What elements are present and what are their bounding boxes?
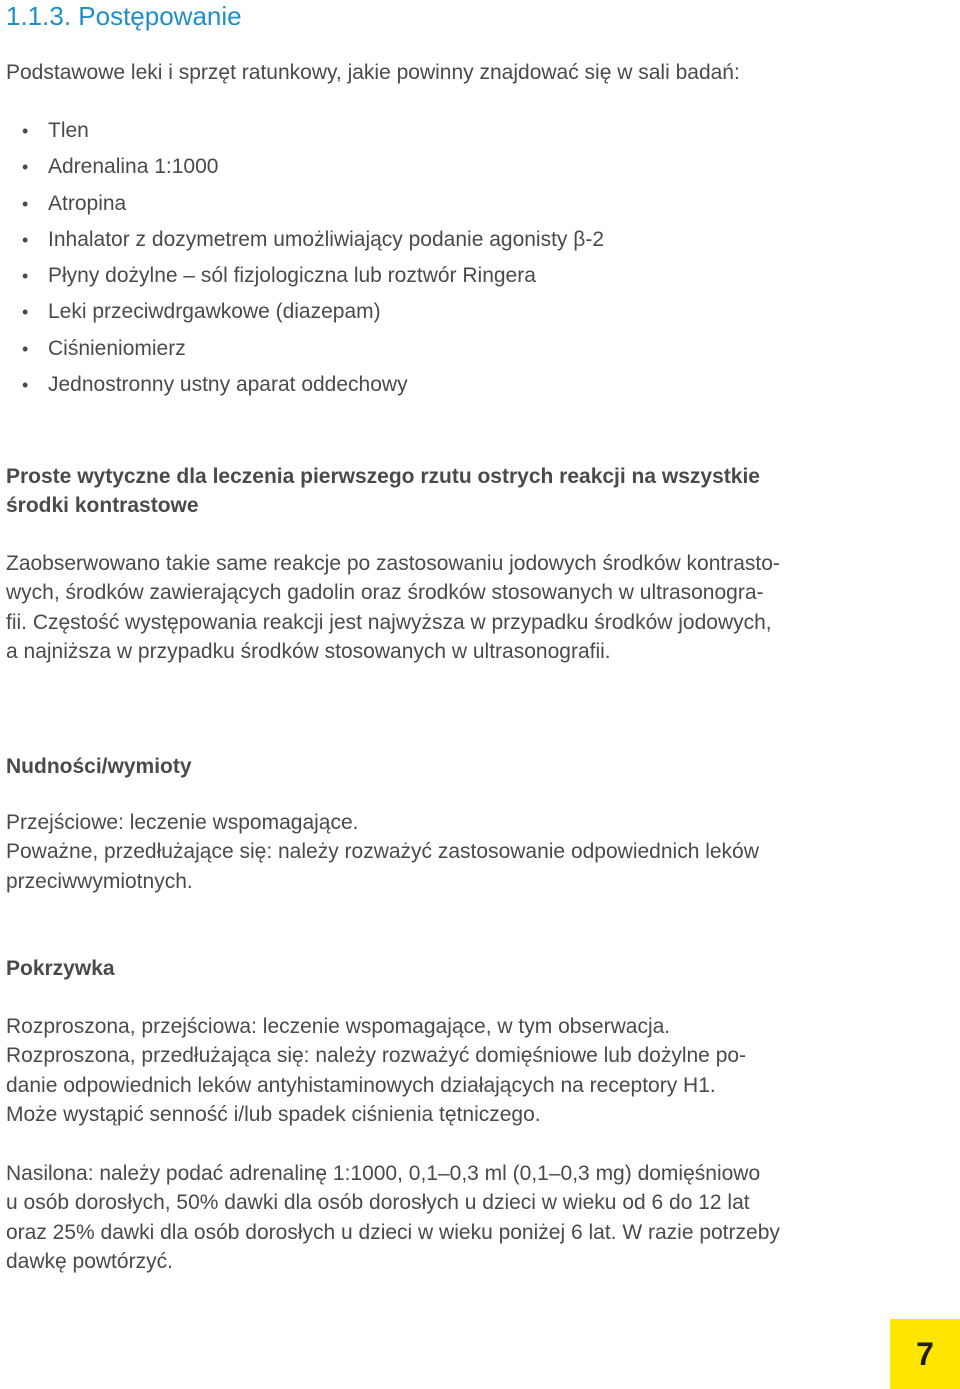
- bullet-icon: •: [22, 375, 29, 396]
- list-item: • Ciśnieniomierz: [6, 334, 604, 370]
- bullet-icon: •: [22, 121, 29, 141]
- list-item: • Inhalator z dozymetrem umożliwiający podanie agonisty β-2: [6, 225, 604, 261]
- list-item: • Jednostronny ustny aparat oddechowy: [6, 370, 604, 406]
- bullet-icon: •: [22, 266, 29, 287]
- list-item: • Tlen: [6, 116, 604, 152]
- bullet-icon: •: [22, 338, 29, 359]
- list-item: • Atropina: [6, 189, 604, 225]
- list-item: • Płyny dożylne – sól fizjologiczna lub roztwór Ringera: [6, 261, 604, 297]
- page-number-badge: 7: [890, 1319, 960, 1389]
- bullet-icon: •: [22, 302, 29, 323]
- intro-text: Podstawowe leki i sprzęt ratunkowy, jakie powinny znajdować się w sali badań:: [6, 61, 740, 84]
- bullet-icon: •: [22, 157, 29, 178]
- list-item: • Adrenalina 1:1000: [6, 152, 604, 188]
- bullet-icon: •: [22, 229, 29, 250]
- nausea-heading: Nudności/wymioty: [6, 755, 192, 778]
- equipment-list: [6, 116, 604, 406]
- urticaria-heading: Pokrzywka: [6, 957, 115, 980]
- urticaria-severe-body: Nasilona: należy podać adrenalinę 1:1000, 0,1–0,3 ml (0,1–0,3 mg) domięśniowo u osób dorosłych, 50% dawki dla osób dorosłych u dzieci w wieku od 6 do 12 lat oraz 25% dawki dla osób dorosłych u dzieci w wieku poniżej 6 lat. W razie potrzeby dawkę powtórzyć.: [6, 1162, 780, 1273]
- guidelines-body: Zaobserwowano takie same reakcje po zastosowaniu jodowych środków kontrasto- wych, środków zawierających gadolin oraz środków stosowanych w ultrasonogra- fii. Częstość występowania reakcji jest najwyższa w przypadku środków jodowych, a najniższa w przypadku środków stosowanych w ultrasonografii.: [6, 552, 780, 663]
- guidelines-heading: Proste wytyczne dla leczenia pierwszego rzutu ostrych reakcji na wszystkie środki kontrastowe: [6, 465, 760, 517]
- list-item: • Leki przeciwdrgawkowe (diazepam): [6, 297, 604, 333]
- nausea-body: Przejściowe: leczenie wspomagające. Poważne, przedłużające się: należy rozważyć zastosowanie odpowiednich leków przeciwwymiotnych.: [6, 811, 759, 893]
- urticaria-body: Rozproszona, przejściowa: leczenie wspomagające, w tym obserwacja. Rozproszona, przedłużająca się: należy rozważyć domięśniowe lub dożylne po- danie odpowiednich leków antyhistaminowych działających na receptory H1. Może wystąpić senność i/lub spadek ciśnienia tętniczego.: [6, 1015, 747, 1126]
- section-title: 1.1.3. Postępowanie: [6, 1, 242, 31]
- bullet-icon: •: [22, 193, 29, 214]
